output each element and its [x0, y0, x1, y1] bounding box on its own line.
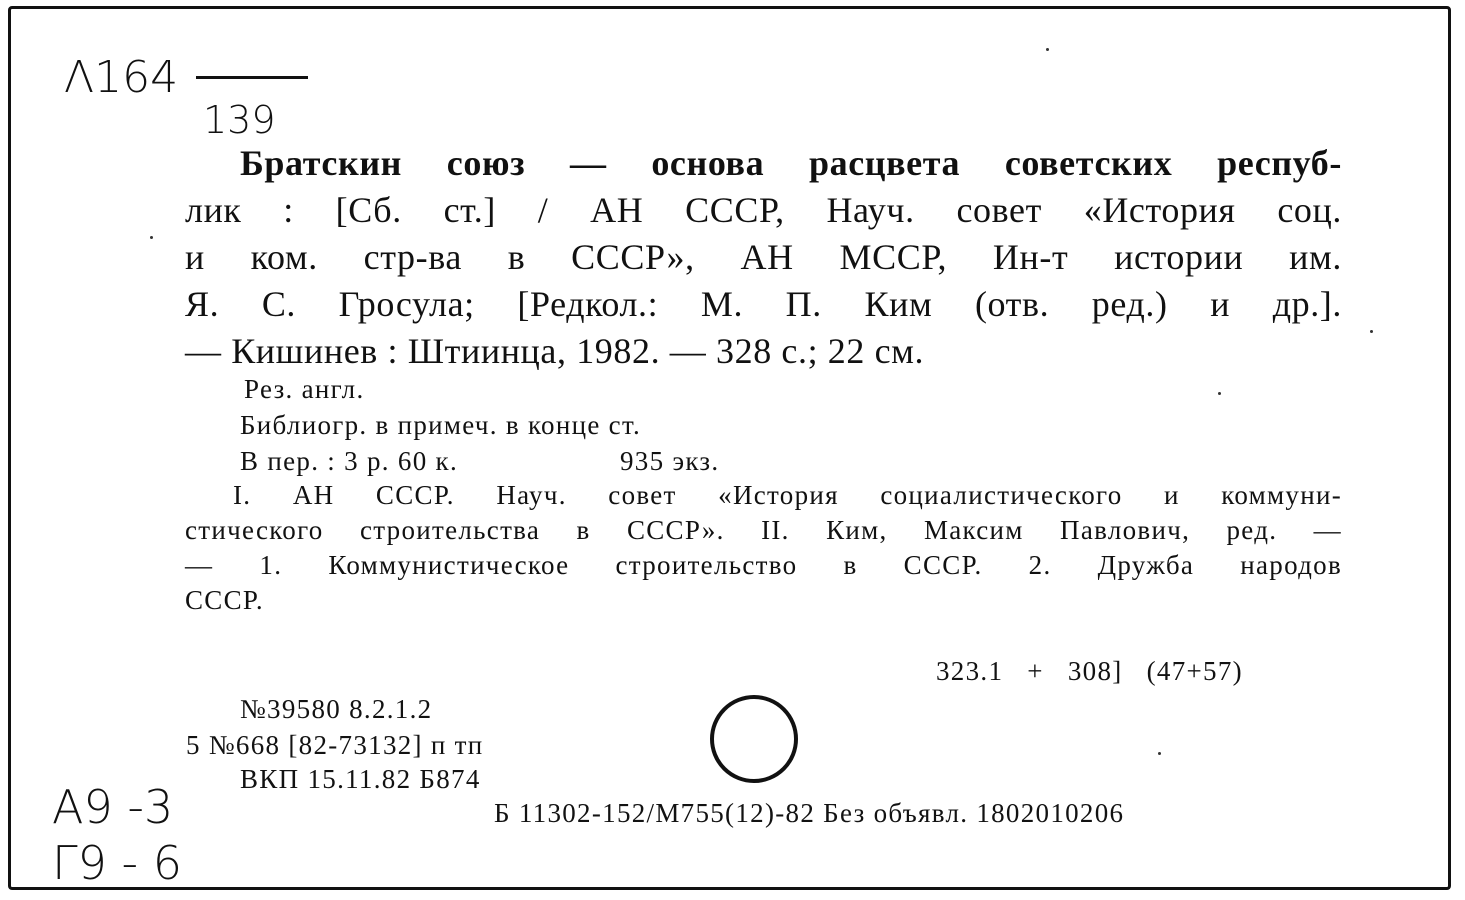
entry-line-2: лик : [Сб. ст.] / АН СССР, Науч. совет «История соц. [185, 190, 1342, 230]
scan-speck [1370, 330, 1373, 333]
classification-index: 323.1 + 308] (47+57) [936, 656, 1243, 686]
service-line-2: 5 №668 [82-73132] п тп [186, 730, 484, 760]
entry-line-3: и ком. стр-ва в СССР», АН МССР, Ин-т истории им. [185, 237, 1342, 277]
service-line-3: ВКП 15.11.82 Б874 [240, 764, 481, 794]
publisher-code: Б 11302-152/М755(12)-82 Без объявл. 1802010206 [494, 798, 1125, 828]
note-summary: Рез. англ. [244, 374, 365, 404]
scan-speck [1046, 48, 1049, 51]
tracing-line-2: стического строительства в СССР». II. Ким, Максим Павлович, ред. — [185, 515, 1342, 545]
scan-speck [150, 236, 153, 239]
stamp-circle-mark [710, 695, 798, 783]
entry-line-1: Братскин союз — основа расцвета советских респуб- [240, 143, 1342, 183]
entry-line-5: — Кишинев : Штиинца, 1982. — 328 с.; 22 см. [185, 331, 925, 371]
shelfmark-bottom: 139 [203, 98, 276, 142]
entry-line-4: Я. С. Гросула; [Редкол.: М. П. Ким (отв. ред.) и др.]. [185, 284, 1342, 324]
note-bibliography: Библиогр. в примеч. в конце ст. [240, 410, 642, 440]
note-price: В пер. : 3 р. 60 к. [240, 446, 459, 476]
scan-speck [1158, 752, 1161, 755]
tracings [185, 480, 1342, 620]
tracing-line-4: СССР. [185, 585, 264, 615]
scan-speck [1218, 392, 1221, 395]
inventory-note-2: Г9 - 6 [52, 836, 183, 890]
tracing-line-3: — 1. Коммунистическое строительство в СССР. 2. Дружба народов [185, 550, 1342, 580]
inventory-note-1: A9 -3 [52, 780, 174, 834]
tracing-line-1: I. АН СССР. Науч. совет «История социалистического и коммуни- [233, 480, 1342, 510]
service-line-1: №39580 8.2.1.2 [240, 694, 433, 724]
bibliographic-entry [185, 142, 1342, 372]
note-print-run: 935 экз. [620, 446, 720, 476]
shelfmark-divider [196, 76, 308, 79]
shelfmark-top: Λ164 [64, 52, 179, 103]
